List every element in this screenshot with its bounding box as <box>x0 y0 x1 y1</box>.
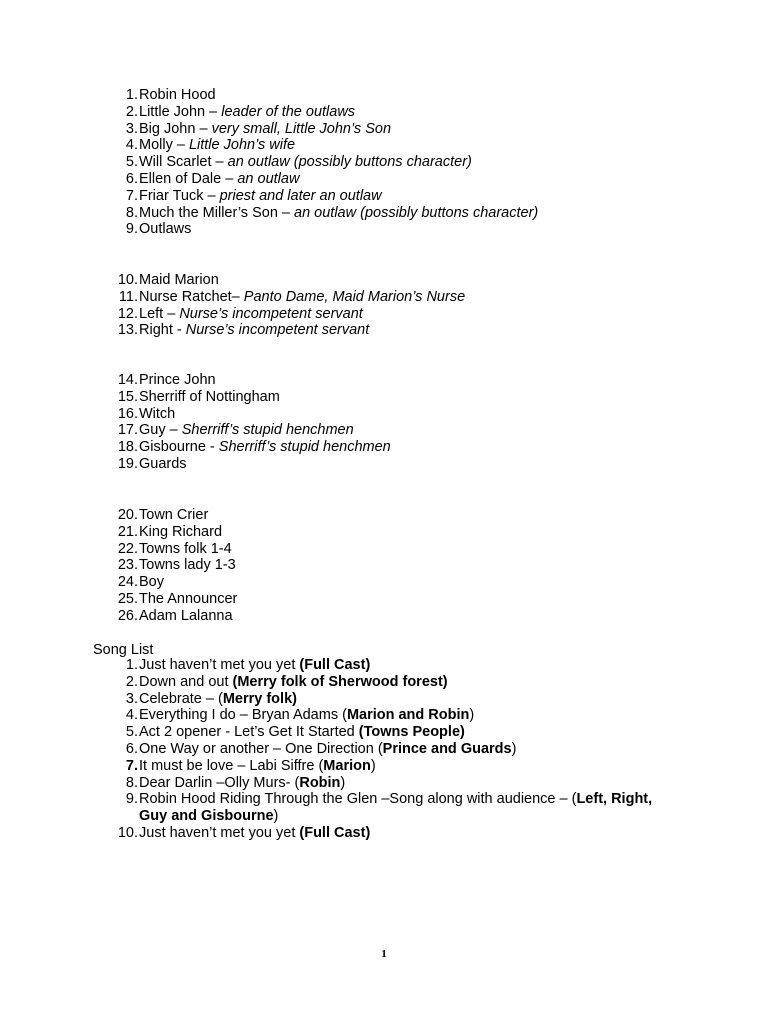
song-performers: Prince and Guards <box>382 740 512 757</box>
character-name: Prince John <box>139 372 216 388</box>
character-name: Much the Miller’s Son – <box>139 204 295 221</box>
character-description: Little John’s wife <box>188 137 296 154</box>
character-description: Panto Dame, Maid Marion’s Nurse <box>243 288 466 305</box>
song-performers: (Full Cast) <box>299 657 371 673</box>
item-text <box>139 541 232 558</box>
item-text <box>139 422 354 439</box>
page-number: 1 <box>381 948 387 960</box>
item-number: 3. <box>125 690 138 707</box>
cast-list-item <box>0 188 768 205</box>
item-number: 20. <box>117 507 138 523</box>
cast-list-item <box>0 104 768 121</box>
item-number: 5. <box>125 154 138 171</box>
cast-list-item <box>0 439 768 456</box>
character-description: leader of the outlaws <box>221 103 356 120</box>
item-text <box>139 289 465 306</box>
character-name: Towns folk 1-4 <box>139 540 232 557</box>
song-list-item <box>0 691 768 708</box>
item-number: 11. <box>118 288 138 305</box>
character-name: Guards <box>139 455 187 472</box>
song-title: Robin Hood Riding Through the Glen –Song along with audience – ( <box>139 791 577 808</box>
song-title: Celebrate – ( <box>139 690 223 707</box>
song-text <box>139 758 376 775</box>
song-list-item <box>0 724 768 741</box>
cast-list-item <box>0 272 768 289</box>
cast-list-item <box>0 389 768 406</box>
song-title: Down and out <box>139 673 233 690</box>
item-number: 14. <box>117 372 138 388</box>
song-title: It must be love – Labi Siffre ( <box>139 757 324 774</box>
item-number: 7. <box>125 187 138 204</box>
character-name: Witch <box>139 405 176 422</box>
item-text <box>139 205 538 222</box>
item-number: 23. <box>117 557 138 574</box>
song-text <box>139 741 516 758</box>
character-name: Guy – <box>139 422 182 439</box>
song-list-item <box>0 741 768 758</box>
item-text <box>139 439 391 456</box>
item-number: 25. <box>117 590 138 607</box>
item-number: 6. <box>125 170 138 187</box>
character-name: Left – <box>139 305 180 322</box>
cast-list-item <box>0 574 768 591</box>
item-number: 2. <box>125 673 138 690</box>
character-name: Town Crier <box>139 507 209 523</box>
song-list-item <box>0 674 768 691</box>
item-number: 7. <box>125 757 138 774</box>
character-name: Gisbourne - <box>139 439 219 456</box>
cast-list-item <box>0 608 768 625</box>
character-name: Robin Hood <box>139 87 216 103</box>
item-text <box>139 306 363 323</box>
item-number: 4. <box>125 137 138 154</box>
song-text <box>139 825 370 842</box>
character-description: Nurse’s incompetent servant <box>179 305 363 322</box>
song-list-item <box>0 707 768 724</box>
song-title: Act 2 opener - Let’s Get It Started <box>139 724 359 741</box>
character-name: Sherriff of Nottingham <box>139 388 280 405</box>
song-list-item <box>0 758 768 775</box>
character-name: Big John – <box>139 120 212 137</box>
cast-list-item <box>0 591 768 608</box>
song-closing: ) <box>370 757 376 774</box>
character-description: an outlaw (possibly buttons character) <box>227 154 472 171</box>
character-name: Will Scarlet – <box>139 154 228 171</box>
cast-list-item <box>0 557 768 574</box>
cast-list-item <box>0 507 768 524</box>
song-title: One Way or another – One Direction ( <box>139 740 383 757</box>
character-name: Towns lady 1-3 <box>139 557 236 574</box>
song-title: Just haven’t met you yet <box>139 824 300 841</box>
item-number: 26. <box>117 607 138 624</box>
cast-list-item <box>0 154 768 171</box>
item-text <box>139 188 382 205</box>
item-number: 22. <box>117 540 138 557</box>
item-number: 8. <box>125 774 138 791</box>
cast-list-item <box>0 406 768 423</box>
item-text <box>139 574 164 591</box>
character-name: Ellen of Dale – <box>139 170 238 187</box>
song-title: Just haven’t met you yet <box>139 657 300 673</box>
cast-list-item <box>0 372 768 389</box>
item-text <box>139 557 236 574</box>
item-text <box>139 591 237 608</box>
item-number: 16. <box>117 405 138 422</box>
song-performers: (Towns People) <box>358 724 465 741</box>
cast-list-item <box>0 121 768 138</box>
character-name: Right - <box>139 322 186 339</box>
item-number: 19. <box>117 455 138 472</box>
item-number: 6. <box>125 740 138 757</box>
song-list-item <box>0 775 768 792</box>
character-name: Molly – <box>139 137 189 154</box>
item-text <box>139 104 355 121</box>
song-list-item <box>0 791 768 825</box>
character-name: Outlaws <box>139 221 192 238</box>
item-number: 4. <box>125 707 138 724</box>
item-text <box>139 507 208 524</box>
song-performers: Left, Right, Guy and Gisbourne <box>139 791 653 825</box>
cast-list-villains <box>0 372 768 473</box>
song-text <box>139 707 474 724</box>
cast-list-item <box>0 87 768 104</box>
item-number: 21. <box>117 523 138 540</box>
character-name: Adam Lalanna <box>139 607 233 624</box>
item-number: 18. <box>117 439 138 456</box>
character-name: Little John – <box>139 103 222 120</box>
character-description: Nurse’s incompetent servant <box>185 322 370 339</box>
item-number: 15. <box>117 388 138 405</box>
item-number: 10. <box>117 272 138 288</box>
item-text <box>139 221 191 238</box>
cast-list-item <box>0 289 768 306</box>
song-list-item <box>0 825 768 842</box>
item-text <box>139 456 187 473</box>
item-text <box>139 272 219 289</box>
item-text <box>139 87 216 104</box>
cast-list-item <box>0 137 768 154</box>
cast-list-item <box>0 422 768 439</box>
song-closing: ) <box>511 740 517 757</box>
item-text <box>139 171 299 188</box>
cast-list-outlaws <box>0 87 768 238</box>
character-description: an outlaw <box>237 170 300 187</box>
song-text <box>139 657 370 674</box>
song-text <box>139 691 297 708</box>
song-performers: (Merry folk of Sherwood forest) <box>232 673 448 690</box>
song-list-heading: Song List <box>93 642 154 658</box>
item-text <box>139 372 216 389</box>
cast-list-item <box>0 205 768 222</box>
song-list-item <box>0 657 768 674</box>
character-name: Boy <box>139 574 164 591</box>
item-number: 8. <box>125 204 138 221</box>
item-text <box>139 154 472 171</box>
character-name: Friar Tuck – <box>139 187 220 204</box>
item-number: 9. <box>125 791 138 808</box>
item-number: 5. <box>125 724 138 741</box>
cast-list-item <box>0 171 768 188</box>
item-number: 24. <box>117 574 138 591</box>
item-number: 12. <box>117 305 138 322</box>
song-text <box>139 775 345 792</box>
song-text <box>139 674 448 691</box>
item-number: 10. <box>117 824 138 841</box>
cast-list-item <box>0 456 768 473</box>
song-performers: Marion <box>323 757 371 774</box>
item-number: 13. <box>117 322 138 339</box>
song-list <box>0 657 768 842</box>
song-performers: (Full Cast) <box>299 824 371 841</box>
character-description: priest and later an outlaw <box>219 187 382 204</box>
song-closing: ) <box>469 707 475 724</box>
character-name: Nurse Ratchet– <box>139 288 244 305</box>
cast-list-item <box>0 541 768 558</box>
item-text <box>139 524 222 541</box>
item-text <box>139 608 233 625</box>
song-title: Dear Darlin –Olly Murs- ( <box>139 774 300 791</box>
song-title: Everything I do – Bryan Adams ( <box>139 707 347 724</box>
item-text <box>139 406 175 423</box>
item-number: 17. <box>117 422 138 439</box>
item-text <box>139 121 391 138</box>
song-text <box>139 724 465 741</box>
song-performers: Merry folk) <box>222 690 297 707</box>
cast-list-item <box>0 221 768 238</box>
cast-list-item <box>0 306 768 323</box>
item-text <box>139 137 295 154</box>
cast-list-marion <box>0 272 768 339</box>
cast-list-item <box>0 322 768 339</box>
item-number: 2. <box>125 103 138 120</box>
character-description: very small, Little John’s Son <box>211 120 392 137</box>
character-name: The Announcer <box>139 590 238 607</box>
item-number: 1. <box>125 87 138 103</box>
item-number: 9. <box>125 221 138 238</box>
song-performers: Marion and Robin <box>346 707 470 724</box>
song-performers: Robin <box>299 774 341 791</box>
item-number: 1. <box>125 657 138 673</box>
song-text <box>139 791 679 825</box>
character-description: Sherriff’s stupid henchmen <box>181 422 354 439</box>
character-name: Maid Marion <box>139 272 219 288</box>
cast-list-towns <box>0 507 768 625</box>
item-text <box>139 322 369 339</box>
character-description: Sherriff’s stupid henchmen <box>218 439 391 456</box>
character-name: King Richard <box>139 523 223 540</box>
song-closing: ) <box>340 774 346 791</box>
item-number: 3. <box>125 120 138 137</box>
item-text <box>139 389 280 406</box>
character-description: an outlaw (possibly buttons character) <box>294 204 539 221</box>
cast-list-item <box>0 524 768 541</box>
song-closing: ) <box>273 808 279 825</box>
